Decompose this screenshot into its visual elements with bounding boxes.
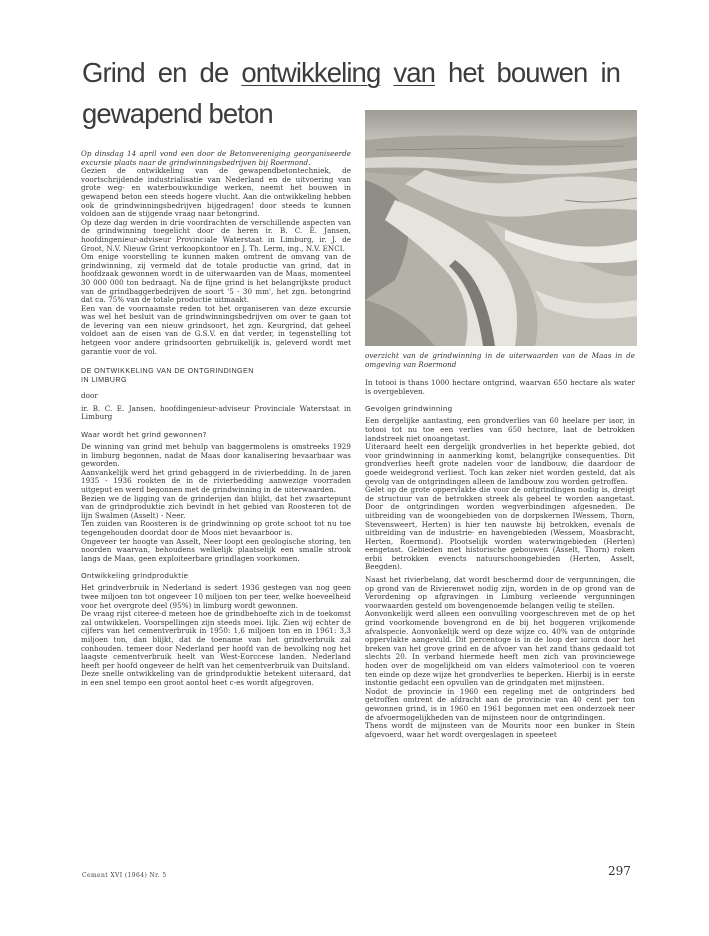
title-line-1: [82, 52, 642, 93]
byline-author: ir. B. C. E. Jansen, hoofdingenieur-adviseur Provinciale Waterstaat in Limburg: [81, 403, 351, 422]
right-column: [365, 352, 635, 739]
title-word: het: [447, 57, 484, 88]
body-paragraph: Thens wordt de mijnsteen van de Mourits noor een bunker in Stein afgevoerd, waar het wordt overgeslagen in speeteet: [365, 721, 635, 739]
title-word: en: [157, 57, 187, 88]
body-paragraph: Nodot de provincie in 1960 een regeling met de ontgrinders bed getroffen omtrent de afdracht aan de provincie van 40 cent per ton gewonnen grind, is in 1960 en 1961 begonnen met een onderzoek neer de afvoermogelijkheden van de mijnsteen noor de ontgrindingen.: [365, 686, 635, 722]
body-paragraph: De winning van grind met behulp van baggermolens is omstreeks 1929 in limburg begonnen, nadat de Maas door kanalisering bevaarbaar was geworden.: [81, 442, 351, 469]
body-paragraph: Uiteraard heelt een dergelijk grondverlies in het beperkte gebied, dot voor grindwinning in aanmerking komt, belangrijke consequenties. Dit grondverlies heeft grote nadelen voor de landbouw, die daardoor de goede weidegrond verliest. Toch kan zeker niet worden gesteld, dat als gevolg van de ontgrindingen alleen de landbouw zou worden getroffen.: [365, 442, 635, 486]
body-paragraph: Deze snelle ontwikkeling van de grindproduktie betekent uiteraard, dat in een snel tempo een groot aontol heet c-es wordt afgegroven.: [81, 669, 351, 687]
body-paragraph: Aonvonkelijk werd alleen een oonvulling voorgeschreven met de op het grind voorkomende bovengrond en de bij het boggeren vrijkomende afvalspecie. Aonvonkelijk werd op deze wijze co. 40% van de ontgrinde oppervlakte aangevuld. Dit percentoge is in de loop der iorcn door het breken van het grove grind en de afvoer van het zand thans gedaald tot slechts 20. In verband hiermede heeft men zich van provinciewege hoden over de mogelijkheid om van elders valmoteriool con te voeren ten einde op deze wijze het grondverlies te beperken. Hierbij is in eerste instontie gedacht een opvullen van de grindgaten met mijnsteen.: [365, 609, 635, 688]
title-word: bouwen: [496, 57, 588, 88]
title-word: ontwikkeling: [241, 57, 381, 88]
body-paragraph: In totooi is thans 1000 hectare ontgrind, waarvan 650 hectare als water is overgebleven.: [365, 378, 635, 396]
intro-paragraph: Een van de voornaamste reden tot het organiseren van deze excursie was wel het besluit van de grindwinningsbedrijven om over te gaan tot de levering van een nieuw grindsoort, het zgn. Keurgrind, dat geheel voldoet aan de eisen van de G.S.V. en dat verder, in tegenstelling tot hetgeen voor andere grindsoorten gebruikelijk is, geleverd wordt met garantie voor de vol.: [81, 303, 351, 356]
body-paragraph: Ten zuiden van Roosteren is de grindwinning op grote schoot tot nu toe tegengehouden doordat door de Moos niet bevaarboor is.: [81, 519, 351, 537]
section-heading-line: IN LIMBURG: [81, 375, 127, 385]
title-word: de: [199, 57, 229, 88]
body-paragraph: Gelet op de grote oppervlakte die voor de ontgrindingen nodig is, dreigt de structuur van de betrokken streek als geheel te worden aangetast. Door de ontgrindingen worden wegverbindingen afgesneden. De uitbreiding van de woongebieden von de dorpskernen IWessem, Thorn, Stevensweert, Herten) is hier ten nauwste bij betrokken, evenals de uitbreiding van de industrie- en havengebieden (Wessem, Moasbracht, Herten, Roermond). Plootselijk worden waterwingebieden (Herten) eengetast. Gebieden met historische gebouwen (Asselt, Thorn) roken erbii betrokken evencts natuurschoongebieden (Herten, Asselt, Beegden).: [365, 485, 635, 572]
intro-paragraph: Om enige voorstelling te kunnen maken omtrent de omvang van de grindwinning, zij vermeld dat de totale productie van grind, dat in hoofdzaak gewonnen wordt in de uiterwaarden van de Maas, momenteel 30 000 000 ton bedraagt. Na de fijne grind is het belangrijkste product van de grindbaggerbedrijven de soort '5 - 30 mm', het zgn. betongrind dat ca. 75% van de totale productie uitmaakt.: [81, 252, 351, 305]
body-paragraph: Aanvankelijk werd het grind gebaggerd in de rivierbedding. In de jaren 1935 - 1936 rookten de in de rivierbedding aanwezige voorraden uitgeput en werd begonnen met de grindwinning in de uiterwaarden.: [81, 467, 351, 494]
section-heading: [81, 366, 351, 384]
byline-door: door: [81, 391, 98, 401]
aerial-photo: [365, 110, 637, 346]
body-paragraph: Een dergelijke aantasting, een grondverlies van 60 heelare per iaor, in totooi tot nu toe een verlies van 650 hectore, laat de betrokken landstreek niet onoangetast.: [365, 416, 635, 443]
intro-paragraph: Op deze dag werden in drie voordrachten de verschillende aspecten van de grindwinning toegelicht door de heren ir. B. C. E. Jansen, hoofdingenieur-adviseur Provinciale Waterstaat in Limburg, ir. J. de Groot, N.V. Nieuw Grint verkoopkontoor en J. Th. Lerm, ing., N.V. ENCI.: [81, 217, 351, 253]
photo-caption: overzicht van de grindwinning in de uiterwaarden van de Maas in de omgeving van Roermond: [365, 351, 635, 369]
title-line-2: gewapend beton: [82, 98, 273, 129]
journal-reference: Cement XVI (1964) Nr. 5: [82, 872, 167, 879]
body-paragraph: Naast het rivierbelang, dat wordt beschermd door de vergunningen, die op grond van de Rivierenwet nodig zijn, worden in de op grond van de Verordening op afgravingen in Limburg verleende vergunningen voorwaarden gesteld om bovengenoemde belangen veilig te stellen.: [365, 575, 635, 610]
section-heading-line: DE ONTWIKKELING VAN DE ONTGRINDINGEN: [81, 366, 254, 376]
aerial-photo-image: [365, 110, 637, 346]
title-word: van: [393, 57, 435, 88]
subheading: Waar wordt het grind gewonnen?: [81, 430, 207, 440]
intro-paragraph: Op dinsdag 14 april vond een door de Betonvereniging georganiseerde excursie plaats naar de grindwinningsbedrijven bij Roermond.: [81, 149, 351, 167]
body-paragraph: Ongeveer ter hoogte van Asselt, Neer loopt een geologische storing, ten noorden waarvan, behoudens welkelijk plaatselijk een smalle strook langs de Maas, geen exploiteerbare grindlagen voorkomen.: [81, 536, 351, 563]
left-column: [81, 150, 351, 687]
body-paragraph: Bezien we de ligging van de grinderijen dan blijkt, dat het zwaartepunt van de grindproduktie zich bevindt in het gebied van Roosteren tot de lijn Swalmen (Asselt) - Neer.: [81, 493, 351, 520]
title-word: Grind: [82, 57, 145, 88]
subheading: Ontwikkeling grindproduktie: [81, 571, 189, 581]
page-number: 297: [608, 864, 631, 878]
title-word: in: [600, 57, 621, 88]
body-paragraph: De vraag rijst citeree-d meteen hoe de grindbehoefte zich in de toekomst zal ontwikkelen. Voorspellingen zijn steeds moei. lijk. Zien wij echter de cijfers van het cementverbruik in 1950: 1,6 miljoen ton en in 1961: 3,3 miljoen ton, dan blijkt, dat de toename van het grindverbruik zal conhouden. temeer door Nederland per hoofd van de bevolking nog het laagste cementverbruik heelt van West-Eorccese landen. Nederland heeft per hoofd ongeveer de helft van het cementverbruik van Duitsland.: [81, 609, 351, 670]
body-paragraph: Het grindverbruik in Nederland is sedert 1936 gestegen van nog geen twee miljoen ton tot ongeveer 10 miljoen ton per teer, welke hoeveelheid voor het overgrote deel (95%) in limburg wordt gewonnen.: [81, 583, 351, 610]
intro-paragraph: Gezien de ontwikkeling van de gewapendbetontechniek, de voortschrijdende industrialisatie van Nederland en de uitvoering van grote weg- en waterbouwkundige werken, neemt het bouwen in gewapend beton een steeds hogere vlucht. Aan die ontwikkeling hebben ook de grindwinningsbedrijven bijgedragen! door steeds te kunnen voldoen aan de stijgende vraag naar betongrind.: [81, 166, 351, 219]
subheading: Gevolgen grindwinning: [365, 404, 453, 414]
